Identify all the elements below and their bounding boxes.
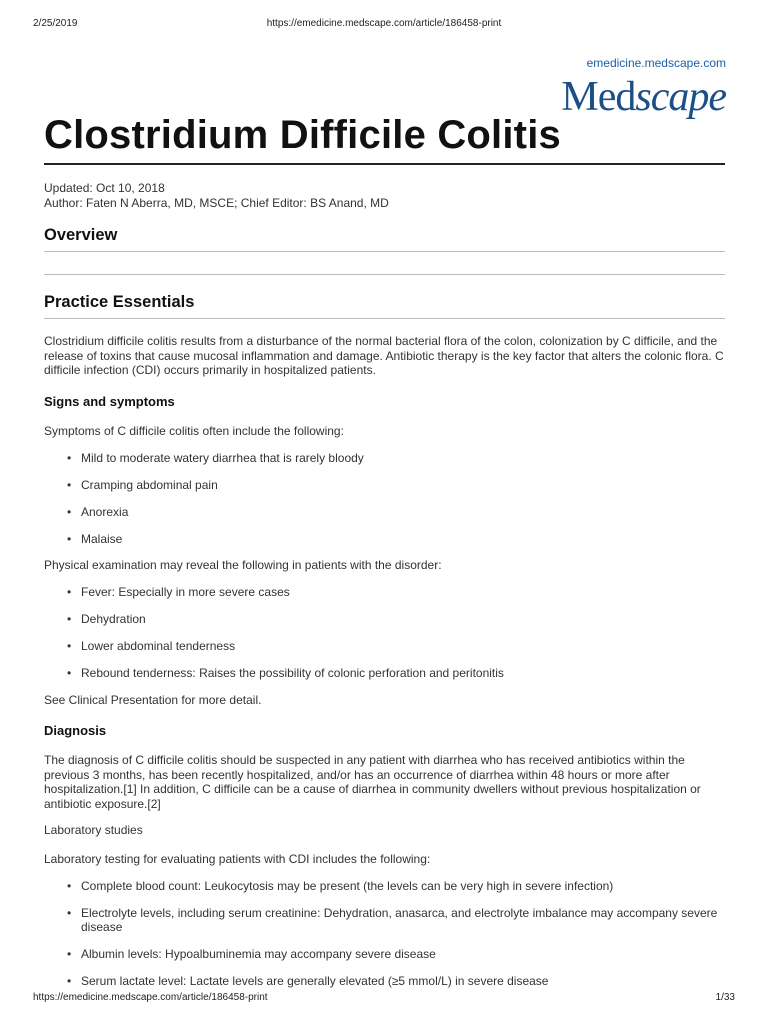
list-item: • Dehydration (81, 612, 725, 627)
print-url: https://emedicine.medscape.com/article/186458-print (266, 18, 502, 29)
article-meta (44, 181, 725, 211)
updated-date: Updated: Oct 10, 2018 (44, 181, 165, 195)
divider (44, 318, 725, 319)
article (44, 110, 725, 989)
divider (44, 251, 725, 252)
print-footer (33, 992, 735, 1006)
list-item: • Lower abdominal tenderness (81, 639, 725, 654)
list-item: • Electrolyte levels, including serum creatinine: Dehydration, anasarca, and electrolyte imbalance may accompany severe disease (81, 906, 725, 935)
symptoms-list (44, 451, 725, 547)
list-item: • Fever: Especially in more severe cases (81, 585, 725, 600)
physical-findings-list (44, 585, 725, 681)
list-item: • Rebound tenderness: Raises the possibility of colonic perforation and peritonitis (81, 666, 725, 681)
physical-intro: Physical examination may reveal the following in patients with the disorder: (44, 558, 442, 572)
overview-heading: Overview (44, 226, 118, 244)
lab-tests-list (44, 879, 725, 989)
footer-url: https://emedicine.medscape.com/article/186458-print (33, 992, 268, 1003)
lab-intro: Laboratory testing for evaluating patients with CDI includes the following: (44, 851, 431, 866)
list-item: • Malaise (81, 532, 725, 547)
lab-studies-label: Laboratory studies (44, 823, 143, 837)
list-item: • Serum lactate level: Lactate levels are generally elevated (≥5 mmol/L) in severe disease (81, 974, 725, 989)
author-line: Author: Faten N Aberra, MD, MSCE; Chief Editor: BS Anand, MD (44, 196, 389, 210)
list-item: • Complete blood count: Leukocytosis may be present (the levels can be very high in severe infection) (81, 879, 725, 894)
practice-essentials-heading: Practice Essentials (44, 293, 195, 311)
see-more-text: See Clinical Presentation for more detail. (44, 692, 262, 707)
list-item: • Albumin levels: Hypoalbuminemia may accompany severe disease (81, 947, 725, 962)
list-item: • Anorexia (81, 505, 725, 520)
page-title: Clostridium Difficile Colitis (44, 113, 561, 157)
medscape-logo: Medscape (561, 74, 726, 120)
diagnosis-paragraph: The diagnosis of C difficile colitis should be suspected in any patient with diarrhea who has received antibiotics within the previous 3 months, has been recently hospitalized, and/or has an occurrence of diarrhea within 48 hours or more after hospitalization.[1] In addition, C difficile can be a cause of diarrhea in community dwellers without previous hospitalization or antibiotic exposure.[2] (44, 753, 701, 811)
list-item: • Cramping abdominal pain (81, 478, 725, 493)
divider (44, 274, 725, 275)
print-date: 2/25/2019 (33, 18, 78, 29)
list-item: • Mild to moderate watery diarrhea that is rarely bloody (81, 451, 725, 466)
signs-heading: Signs and symptoms (44, 393, 175, 409)
title-divider (44, 163, 725, 165)
symptoms-intro: Symptoms of C difficile colitis often include the following: (44, 423, 344, 438)
print-header (33, 18, 735, 32)
site-link[interactable]: emedicine.medscape.com (586, 56, 726, 70)
intro-paragraph: Clostridium difficile colitis results from a disturbance of the normal bacterial flora of the colon, colonization by C difficile, and the release of toxins that cause mucosal inflammation and damage. Antibiotic therapy is the key factor that alters the colonic flora. C difficile infection (CDI) occurs primarily in hospitalized patients. (44, 334, 724, 377)
page-number: 1/33 (715, 992, 735, 1003)
diagnosis-heading: Diagnosis (44, 723, 107, 738)
